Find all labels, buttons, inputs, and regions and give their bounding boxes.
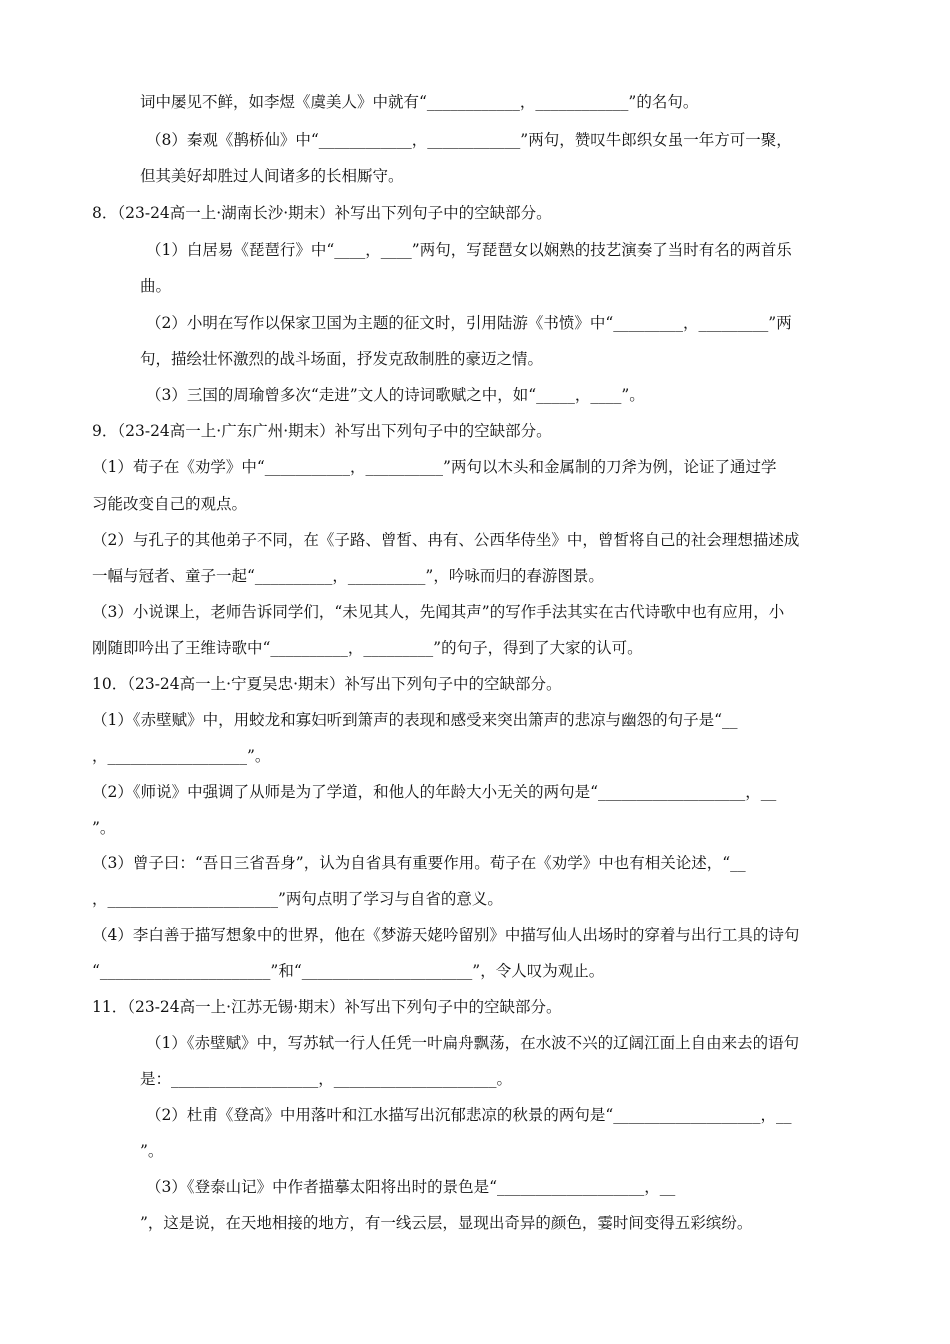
text-line: （1）《赤壁赋》中，用蛟龙和寡妇听到箫声的表现和感受来突出箫声的悲凉与幽怨的句子是“__ (92, 711, 738, 729)
text-line: （4）李白善于描写想象中的世界，他在《梦游天姥吟留别》中描写仙人出场时的穿着与出行工具的诗句 (92, 926, 800, 944)
text-line: （1）白居易《琵琶行》中“____，____”两句，写琵琶女以娴熟的技艺演奏了当时有名的两首乐 (146, 241, 792, 259)
text-line: （3）小说课上，老师告诉同学们，“未见其人，先闻其声”的写作手法其实在古代诗歌中也有应用，小 (92, 603, 785, 621)
text-line: 曲。 (140, 277, 172, 295)
text-line: 一幅与冠者、童子一起“__________，__________”，吟咏而归的春游图景。 (92, 567, 604, 585)
text-line: ”。 (140, 1142, 164, 1160)
text-line: 刚随即吟出了王维诗歌中“__________，_________”的句子，得到了大家的认可。 (92, 639, 643, 657)
text-line: ”，这是说，在天地相接的地方，有一线云层，显现出奇异的颜色，霎时间变得五彩缤纷。 (140, 1214, 753, 1232)
text-line: 句，描绘壮怀激烈的战斗场面，抒发克敌制胜的豪迈之情。 (140, 350, 544, 368)
question-heading: 11．（23-24高一上·江苏无锡·期末）补写出下列句子中的空缺部分。 (92, 998, 562, 1016)
text-line: （8）秦观《鹊桥仙》中“____________，____________”两句，赞叹牛郎织女虽一年方可一聚， (146, 131, 792, 149)
text-line: （2）杜甫《登高》中用落叶和江水描写出沉郁悲凉的秋景的两句是“___________________，__ (146, 1106, 792, 1124)
text-line: ，__________________”。 (92, 747, 271, 765)
text-line: （1）《赤壁赋》中，写苏轼一行人任凭一叶扁舟飘荡，在水波不兴的辽阔江面上自由来去的语句 (146, 1034, 800, 1052)
text-line: （3）《登泰山记》中作者描摹太阳将出时的景色是“___________________，__ (146, 1178, 676, 1196)
question-heading: 8．（23-24高一上·湖南长沙·期末）补写出下列句子中的空缺部分。 (92, 204, 552, 222)
text-line: （2）与孔子的其他弟子不同，在《子路、曾皙、冉有、公西华侍坐》中，曾皙将自己的社会理想描述成 (92, 531, 800, 549)
text-line: （1）荀子在《劝学》中“___________，__________”两句以木头和金属制的刀斧为例，论证了通过学 (92, 458, 777, 476)
text-line: 词中屡见不鲜，如李煜《虞美人》中就有“____________，____________”的名句。 (140, 93, 699, 111)
text-line: ”。 (92, 819, 116, 837)
text-line: （2）《师说》中强调了从师是为了学道，和他人的年龄大小无关的两句是“___________________，__ (92, 783, 777, 801)
text-line: 习能改变自己的观点。 (92, 495, 248, 513)
text-line: （3）三国的周瑜曾多次“走进”文人的诗词歌赋之中，如“_____，____”。 (146, 386, 645, 404)
question-heading: 9．（23-24高一上·广东广州·期末）补写出下列句子中的空缺部分。 (92, 422, 552, 440)
text-line: “______________________”和“______________________”，令人叹为观止。 (92, 962, 605, 980)
text-line: （3）曾子曰：“吾日三省吾身”，认为自省具有重要作用。荀子在《劝学》中也有相关论述，“__ (92, 854, 746, 872)
text-line: 但其美好却胜过人间诸多的长相厮守。 (140, 167, 404, 185)
text-line: （2）小明在写作以保家卫国为主题的征文时，引用陆游《书愤》中“_________，_________”两 (146, 314, 792, 332)
text-line: ，______________________”两句点明了学习与自省的意义。 (92, 890, 503, 908)
question-heading: 10．（23-24高一上·宁夏吴忠·期末）补写出下列句子中的空缺部分。 (92, 675, 562, 693)
text-line: 是：___________________，_____________________。 (140, 1070, 513, 1088)
